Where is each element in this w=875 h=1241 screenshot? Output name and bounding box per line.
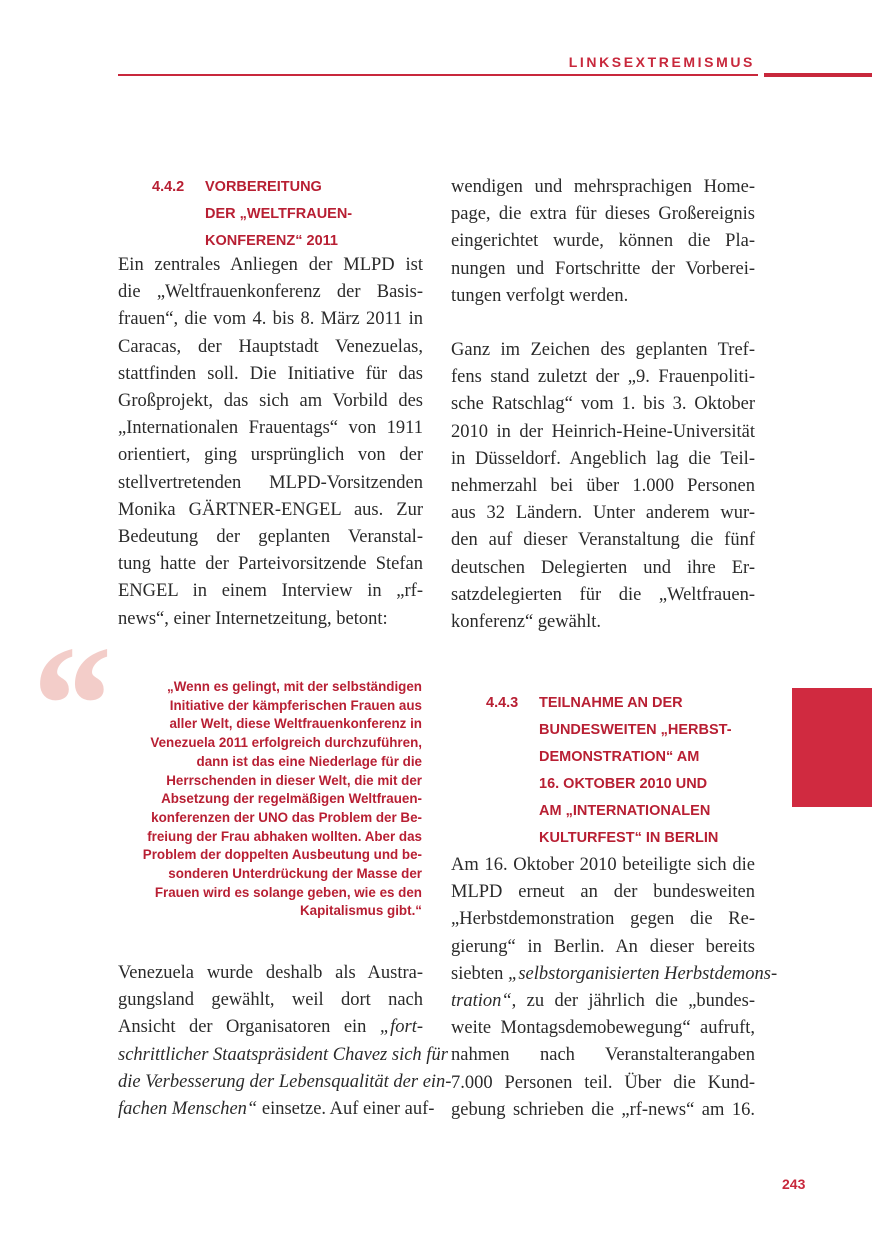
- text-line: page, die extra für dieses Großereignis: [451, 204, 755, 225]
- quote-line: Absetzung der regelmäßigen Weltfrauen-: [161, 791, 422, 807]
- quote-line: Problem der doppelten Ausbeutung und be-: [142, 847, 422, 863]
- text-line: frauen“, die vom 4. bis 8. März 2011 in: [118, 309, 423, 330]
- quote-line: sonderen Unterdrückung der Masse der: [168, 866, 422, 882]
- text-line: orientiert, ging ursprünglich von der: [118, 445, 423, 466]
- text-line: stattfinden soll. Die Initiative für das: [118, 363, 423, 384]
- text-line: gierung“ in Berlin. An dieser bereits: [451, 936, 755, 957]
- text-line: Ganz im Zeichen des geplanten Tref-: [451, 340, 755, 360]
- text-line: schrittlicher Staatspräsident Chavez sich für: [118, 1044, 448, 1065]
- text-line: aus 32 Ländern. Unter anderem wur-: [451, 503, 755, 524]
- paragraph-venezuela: [118, 960, 452, 1123]
- section-title-line: BUNDESWEITEN „HERBST-: [539, 722, 732, 738]
- paragraph-herbstdemonstration: [451, 852, 778, 1124]
- section-title-line: VORBEREITUNG: [205, 179, 322, 195]
- section-number: 4.4.3: [486, 695, 519, 711]
- section-heading-4-4-2: [152, 174, 423, 255]
- text-line: tungen verfolgt werden.: [451, 285, 629, 306]
- text-line: konferenz“ gewählt.: [451, 612, 601, 633]
- paragraph-ratschlag: [451, 337, 755, 636]
- text-line: nahmen nach Veranstalterangaben: [451, 1045, 755, 1066]
- text-line: siebten „selbstorganisierten Herbstdemons-: [451, 963, 778, 984]
- text-line: „Herbstdemonstration gegen die Re-: [451, 909, 755, 930]
- running-header: LINKSEXTREMISMUS: [568, 54, 755, 70]
- section-title-line: DEMONSTRATION“ AM: [539, 749, 700, 765]
- pull-quote: [60, 678, 422, 921]
- text-line: Venezuela wurde deshalb als Austra-: [118, 963, 423, 983]
- section-title-line: 16. OKTOBER 2010 UND: [539, 776, 708, 792]
- text-line: 2010 in der Heinrich-Heine-Universität: [451, 421, 755, 442]
- quote-line: Initiative der kämpferischen Frauen aus: [169, 697, 422, 713]
- text-line: news“, einer Internetzeitung, betont:: [118, 608, 388, 629]
- section-title-line: KONFERENZ“ 2011: [205, 233, 338, 249]
- section-title-line: AM „INTERNATIONALEN: [539, 803, 711, 819]
- page-number: 243: [782, 1176, 806, 1192]
- text-line: die Verbesserung der Lebensqualität der ein-: [118, 1071, 452, 1092]
- text-line: deutschen Delegierten und ihre Er-: [451, 557, 755, 578]
- text-line: Caracas, der Hauptstadt Venezuelas,: [118, 336, 423, 357]
- text-line: 7.000 Personen teil. Über die Kund-: [451, 1072, 755, 1093]
- quotation-mark-ornament: “: [24, 611, 109, 799]
- header-rule: [118, 74, 758, 76]
- quote-line: Frauen wird es solange geben, wie es den: [154, 884, 422, 900]
- text-line: weite Montagsdemobewegung“ aufruft,: [451, 1018, 755, 1039]
- text-line: Großprojekt, das sich am Vorbild des: [118, 391, 423, 412]
- text-line: fens stand zuletzt der „9. Frauenpoliti-: [451, 367, 755, 388]
- quote-line: dann ist das eine Niederlage für die: [196, 753, 422, 769]
- text-line: die „Weltfrauenkonferenz der Basis-: [118, 282, 423, 303]
- section-number: 4.4.2: [152, 179, 185, 195]
- text-line: Bedeutung der geplanten Veranstal-: [118, 527, 423, 548]
- section-title: [205, 174, 423, 255]
- text-line: gungsland gewählt, weil dort nach: [118, 990, 423, 1011]
- text-line: „Internationalen Frauentags“ von 1911: [118, 418, 423, 439]
- text-line: gebung schrieben die „rf-news“ am 16.: [451, 1099, 755, 1120]
- chapter-side-tab: [792, 688, 872, 807]
- section-title-line: KULTURFEST“ IN BERLIN: [539, 830, 719, 846]
- text-line: Ansicht der Organisatoren ein „fort-: [118, 1017, 423, 1038]
- text-line: wendigen und mehrsprachigen Home-: [451, 177, 755, 197]
- section-heading-4-4-3: [486, 690, 756, 852]
- text-line: tration“, zu der jährlich die „bundes-: [451, 991, 755, 1012]
- text-line: nungen und Fortschritte der Vorberei-: [451, 258, 755, 279]
- quote-line: „Wenn es gelingt, mit der selbständigen: [167, 679, 422, 694]
- text-line: Monika GÄRTNER-ENGEL aus. Zur: [118, 499, 423, 520]
- text-line: MLPD erneut an der bundesweiten: [451, 882, 755, 903]
- text-line: fachen Menschen“ einsetze. Auf einer auf-: [118, 1099, 435, 1120]
- text-line: eingerichtet wurde, können die Pla-: [451, 231, 755, 252]
- text-line: nehmerzahl bei über 1.000 Personen: [451, 476, 755, 497]
- right-column-top: [451, 174, 755, 310]
- quote-line: konferenzen der UNO das Problem der Be-: [151, 809, 422, 825]
- text-line: ENGEL in einem Interview in „rf-: [118, 581, 423, 602]
- section-title: [539, 690, 756, 852]
- text-line: den auf dieser Veranstaltung die fünf: [451, 530, 755, 551]
- text-line: Ein zentrales Anliegen der MLPD ist: [118, 255, 423, 275]
- section-title-line: TEILNAHME AN DER: [539, 695, 683, 711]
- left-column: [118, 174, 423, 633]
- text-line: satzdelegierten für die „Weltfrauen-: [451, 584, 755, 605]
- text-line: stellvertretenden MLPD-Vorsitzenden: [118, 472, 423, 493]
- quote-line: aller Welt, diese Weltfrauenkonferenz in: [169, 716, 422, 732]
- quote-line: Herrschenden in dieser Welt, die mit der: [166, 772, 422, 788]
- section-title-line: DER „WELTFRAUEN-: [205, 206, 353, 222]
- text-line: Am 16. Oktober 2010 beteiligte sich die: [451, 855, 755, 875]
- quote-line: Kapitalismus gibt.“: [299, 903, 422, 919]
- text-line: sche Ratschlag“ vom 1. bis 3. Oktober: [451, 394, 755, 415]
- text-line: in Düsseldorf. Angeblich lag die Teil-: [451, 448, 755, 469]
- text-line: tung hatte der Parteivorsitzende Stefan: [118, 554, 423, 575]
- header-rule-accent: [764, 73, 872, 77]
- paragraph-mlpd-conference: [118, 252, 423, 633]
- quote-line: freiung der Frau abhaken wollten. Aber das: [147, 828, 422, 844]
- quote-line: Venezuela 2011 erfolgreich durchzuführen,: [150, 735, 422, 751]
